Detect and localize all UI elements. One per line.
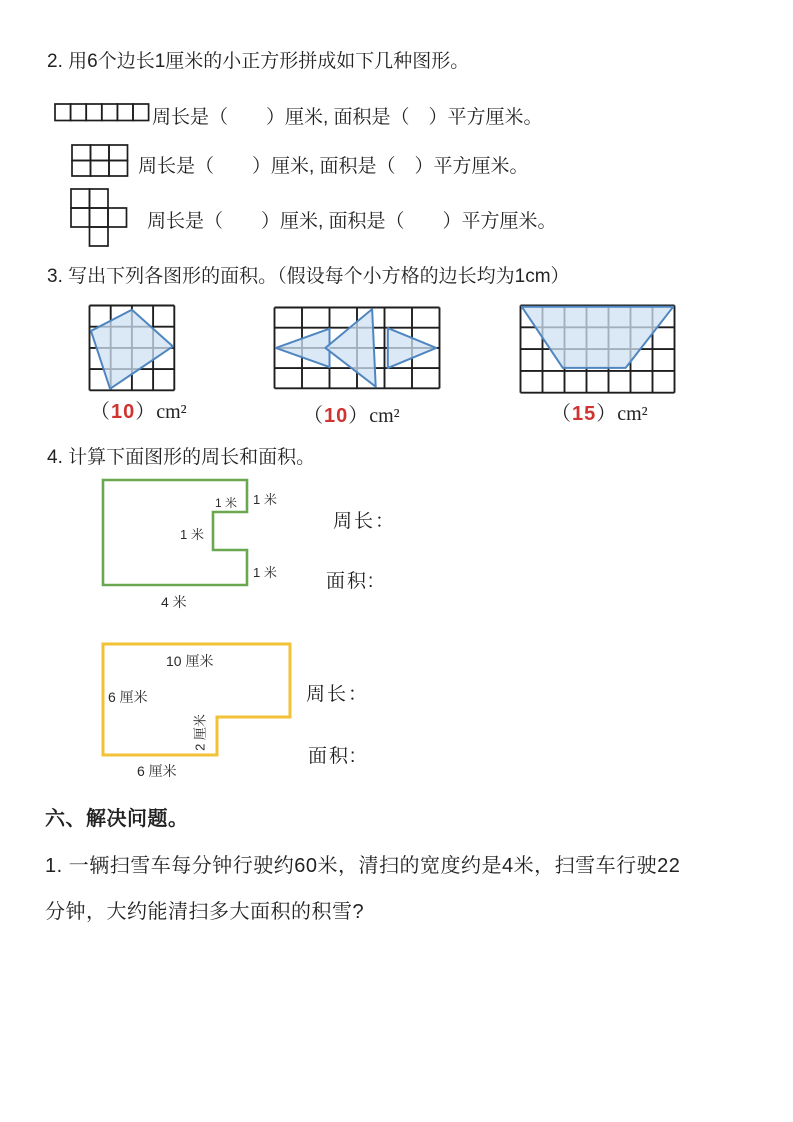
area-label-fig1: 面积: xyxy=(326,571,376,592)
dim-label-notch-top: 1 米 xyxy=(215,496,238,510)
paren-close: ） xyxy=(135,401,157,423)
figure-cross-6 xyxy=(70,188,128,247)
paren-close: ） xyxy=(596,403,618,425)
paren-open: （ xyxy=(551,403,572,425)
figure-strip-1x6 xyxy=(54,103,150,122)
dim-label-top: 10 厘米 xyxy=(166,653,214,669)
grid-figure-trapezoid xyxy=(519,304,676,394)
answer-unit: cm² xyxy=(369,405,400,427)
grid-figure-tilted-square xyxy=(88,304,176,392)
section-6-heading: 六、解决问题。 xyxy=(45,808,189,830)
dim-label-bottom2: 6 厘米 xyxy=(137,763,177,779)
grid-figure-triangles xyxy=(273,306,441,390)
figure-grid-2x3 xyxy=(71,144,129,177)
perimeter-label-fig2: 周长： xyxy=(306,684,370,705)
area-label-fig2: 面积: xyxy=(308,746,358,767)
question-2-row3-blanks: 周长是（ ）厘米, 面积是（ ）平方厘米。 xyxy=(147,211,557,232)
paren-open: （ xyxy=(90,401,111,423)
answer-value: 10 xyxy=(111,401,136,423)
dim-label-right-top: 1 米 xyxy=(253,492,277,507)
answer-value: 15 xyxy=(572,403,597,425)
question-2-row1-blanks: 周长是（ ）厘米, 面积是（ ）平方厘米。 xyxy=(152,107,543,128)
perimeter-label-fig1: 周长： xyxy=(333,511,397,532)
dim-label-bottom: 4 米 xyxy=(161,594,187,610)
answer-unit: cm² xyxy=(617,403,648,425)
dim-label-left: 6 厘米 xyxy=(108,689,148,705)
dim-label-notch-side: 1 米 xyxy=(180,527,204,542)
area-answer-2 xyxy=(303,399,400,428)
answer-unit: cm² xyxy=(156,401,187,423)
question-4-title: 4. 计算下面图形的周长和面积。 xyxy=(47,447,316,468)
paren-open: （ xyxy=(303,405,324,427)
dim-label-inner-vertical: 2 厘米 xyxy=(192,714,208,751)
question-3-title: 3. 写出下列各图形的面积。（假设每个小方格的边长均为1cm） xyxy=(47,266,570,287)
area-answer-1 xyxy=(90,395,187,424)
answer-value: 10 xyxy=(324,405,349,427)
question-2-row2-blanks: 周长是（ ）厘米, 面积是（ ）平方厘米。 xyxy=(138,156,529,177)
question-2-title: 2. 用6个边长1厘米的小正方形拼成如下几种图形。 xyxy=(47,51,470,72)
problem-1-line2: 分钟，大约能清扫多大面积的积雪? xyxy=(45,901,365,923)
area-answer-3 xyxy=(551,397,648,426)
problem-1-line1: 1. 一辆扫雪车每分钟行驶约60米，清扫的宽度约是4米，扫雪车行驶22 xyxy=(45,855,681,877)
dim-label-right-bottom: 1 米 xyxy=(253,565,277,580)
paren-close: ） xyxy=(348,405,370,427)
